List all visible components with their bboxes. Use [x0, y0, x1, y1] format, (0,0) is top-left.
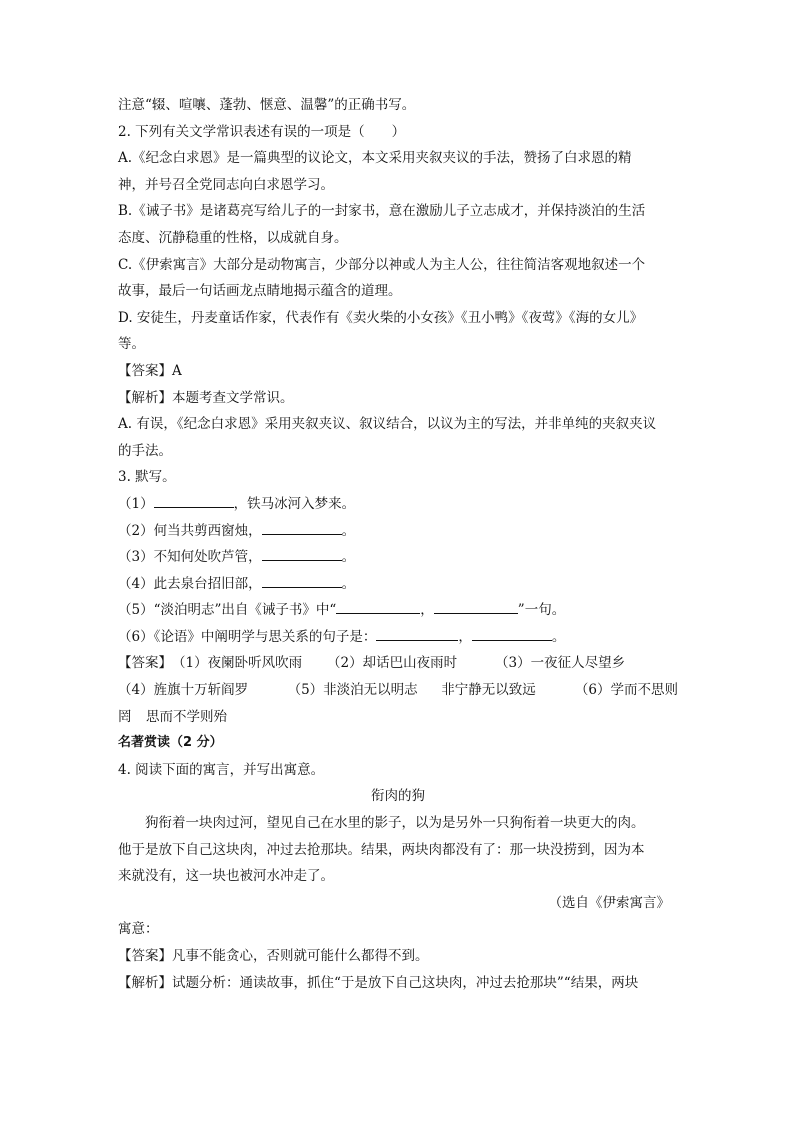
question-3-answer-line1 [118, 650, 678, 677]
answer-item-4: （4）旌旗十万斩阎罗 [118, 682, 249, 699]
fable-source: （选自《伊索寓言》 [548, 894, 670, 911]
fable-title: 衔肉的狗 [371, 788, 425, 805]
answer-item-1: （1）夜阑卧听风吹雨 [172, 655, 303, 672]
question-2-answer: 【答案】A [118, 362, 182, 379]
question-4-analysis: 【解析】试题分析：通读故事，抓住“于是放下自己这块肉，冲过去抢那块”“结果，两块 [118, 974, 639, 991]
item-text: （3）不知何处吹芦管， [118, 549, 262, 566]
option-c-line1: C.《伊索寓言》大部分是动物寓言，少部分以神或人为主人公，往往简洁客观地叙述一个 [118, 256, 646, 273]
option-b-line1: B.《诫子书》是诸葛亮写给儿子的一封家书，意在激励儿子立志成才，并保持淡泊的生活 [118, 203, 646, 220]
question-2-analysis-line2: 的手法。 [118, 442, 172, 459]
item-text: ， [458, 628, 472, 645]
fable-paragraph-line3: 来就没有，这一块也被河水冲走了。 [118, 868, 334, 885]
question-4-answer: 【答案】凡事不能贪心，否则就可能什么都得不到。 [118, 948, 429, 964]
item-text: 。 [341, 575, 356, 592]
item-text: 。 [341, 549, 356, 566]
item-text: 。 [551, 628, 566, 645]
answer-label: 【答案】 [118, 655, 172, 672]
question-2-analysis-head: 【解析】本题考查文学常识。 [118, 389, 294, 406]
item-text: （2）何当共剪西窗烛， [118, 522, 262, 539]
dictation-item-1 [118, 491, 678, 518]
dictation-item-4 [118, 571, 678, 598]
question-3-answer-line2 [118, 677, 678, 704]
item-text: ”一句。 [517, 602, 566, 619]
option-a-line1: A.《纪念白求恩》是一篇典型的议论文，本文采用夹叙夹议的手法，赞扬了白求恩的精 [118, 150, 632, 167]
dictation-item-2 [118, 518, 678, 545]
section-title: 名著赏读（2 分） [118, 735, 223, 751]
answer-blank[interactable] [376, 626, 458, 641]
option-d-line2: 等。 [118, 336, 145, 353]
answer-item-6b: 罔 [118, 708, 132, 725]
dictation-item-3 [118, 544, 678, 571]
answer-item-6a: （6）学而不思则 [574, 682, 678, 699]
answer-blank[interactable] [434, 599, 518, 614]
option-d-line1: D. 安徒生，丹麦童话作家，代表作有《卖火柴的小女孩》《丑小鸭》《夜莺》《海的女儿》 [118, 309, 644, 326]
option-c-line2: 故事，最后一句话画龙点睛地揭示蕴含的道理。 [118, 283, 402, 300]
answer-blank[interactable] [262, 573, 342, 588]
item-text: ，铁马冰河入梦来。 [233, 495, 356, 512]
answer-blank[interactable] [262, 520, 342, 535]
intro-note: 注意“辍、喧嚷、蓬勃、惬意、温馨”的正确书写。 [118, 97, 416, 113]
option-a-line2: 神，并号召全党同志向白求恩学习。 [118, 176, 334, 193]
answer-item-3: （3）一夜征人尽望乡 [495, 655, 626, 672]
option-b-line2: 态度、沉静稳重的性格，以成就自身。 [118, 229, 348, 246]
answer-blank[interactable] [262, 546, 342, 561]
answer-item-2: （2）却话巴山夜雨时 [327, 655, 458, 672]
answer-blank[interactable] [336, 599, 420, 614]
fable-paragraph-line2: 他于是放下自己这块肉，冲过去抢那块。结果，两块肉都没有了：那一块没捞到，因为本 [118, 841, 645, 858]
item-text: （4）此去泉台招旧部， [118, 575, 262, 592]
item-text: （5）“淡泊明志”出自《诫子书》中“ [118, 602, 337, 619]
answer-item-5b: 非宁静无以致远 [441, 682, 536, 699]
item-text: ， [420, 602, 434, 619]
question-2-stem: 2. 下列有关文学常识表述有误的一项是（ ） [118, 123, 406, 140]
dictation-item-6 [118, 624, 678, 651]
question-2-analysis-line1: A. 有误，《纪念白求恩》采用夹叙夹议、叙议结合，以议为主的写法，并非单纯的夹叙夹议 [118, 416, 657, 433]
fable-paragraph-line1: 狗衔着一块肉过河，望见自己在水里的影子，以为是另外一只狗衔着一块更大的肉。 [145, 815, 645, 832]
answer-item-6c: 思而不学则殆 [146, 708, 227, 725]
dictation-item-5 [118, 597, 678, 624]
question-4-stem: 4. 阅读下面的寓言，并写出寓意。 [118, 761, 325, 778]
item-text: （6）《论语》中阐明学与思关系的句子是： [118, 628, 377, 645]
question-3-answer-line3 [118, 704, 678, 731]
item-text: 。 [341, 522, 356, 539]
item-number: （1） [118, 495, 154, 512]
document-page [118, 92, 678, 996]
moral-label: 寓意： [118, 921, 159, 938]
answer-item-5a: （5）非淡泊无以明志 [287, 682, 418, 699]
answer-blank[interactable] [154, 493, 234, 508]
question-3-stem: 3. 默写。 [118, 469, 176, 486]
answer-blank[interactable] [472, 626, 552, 641]
